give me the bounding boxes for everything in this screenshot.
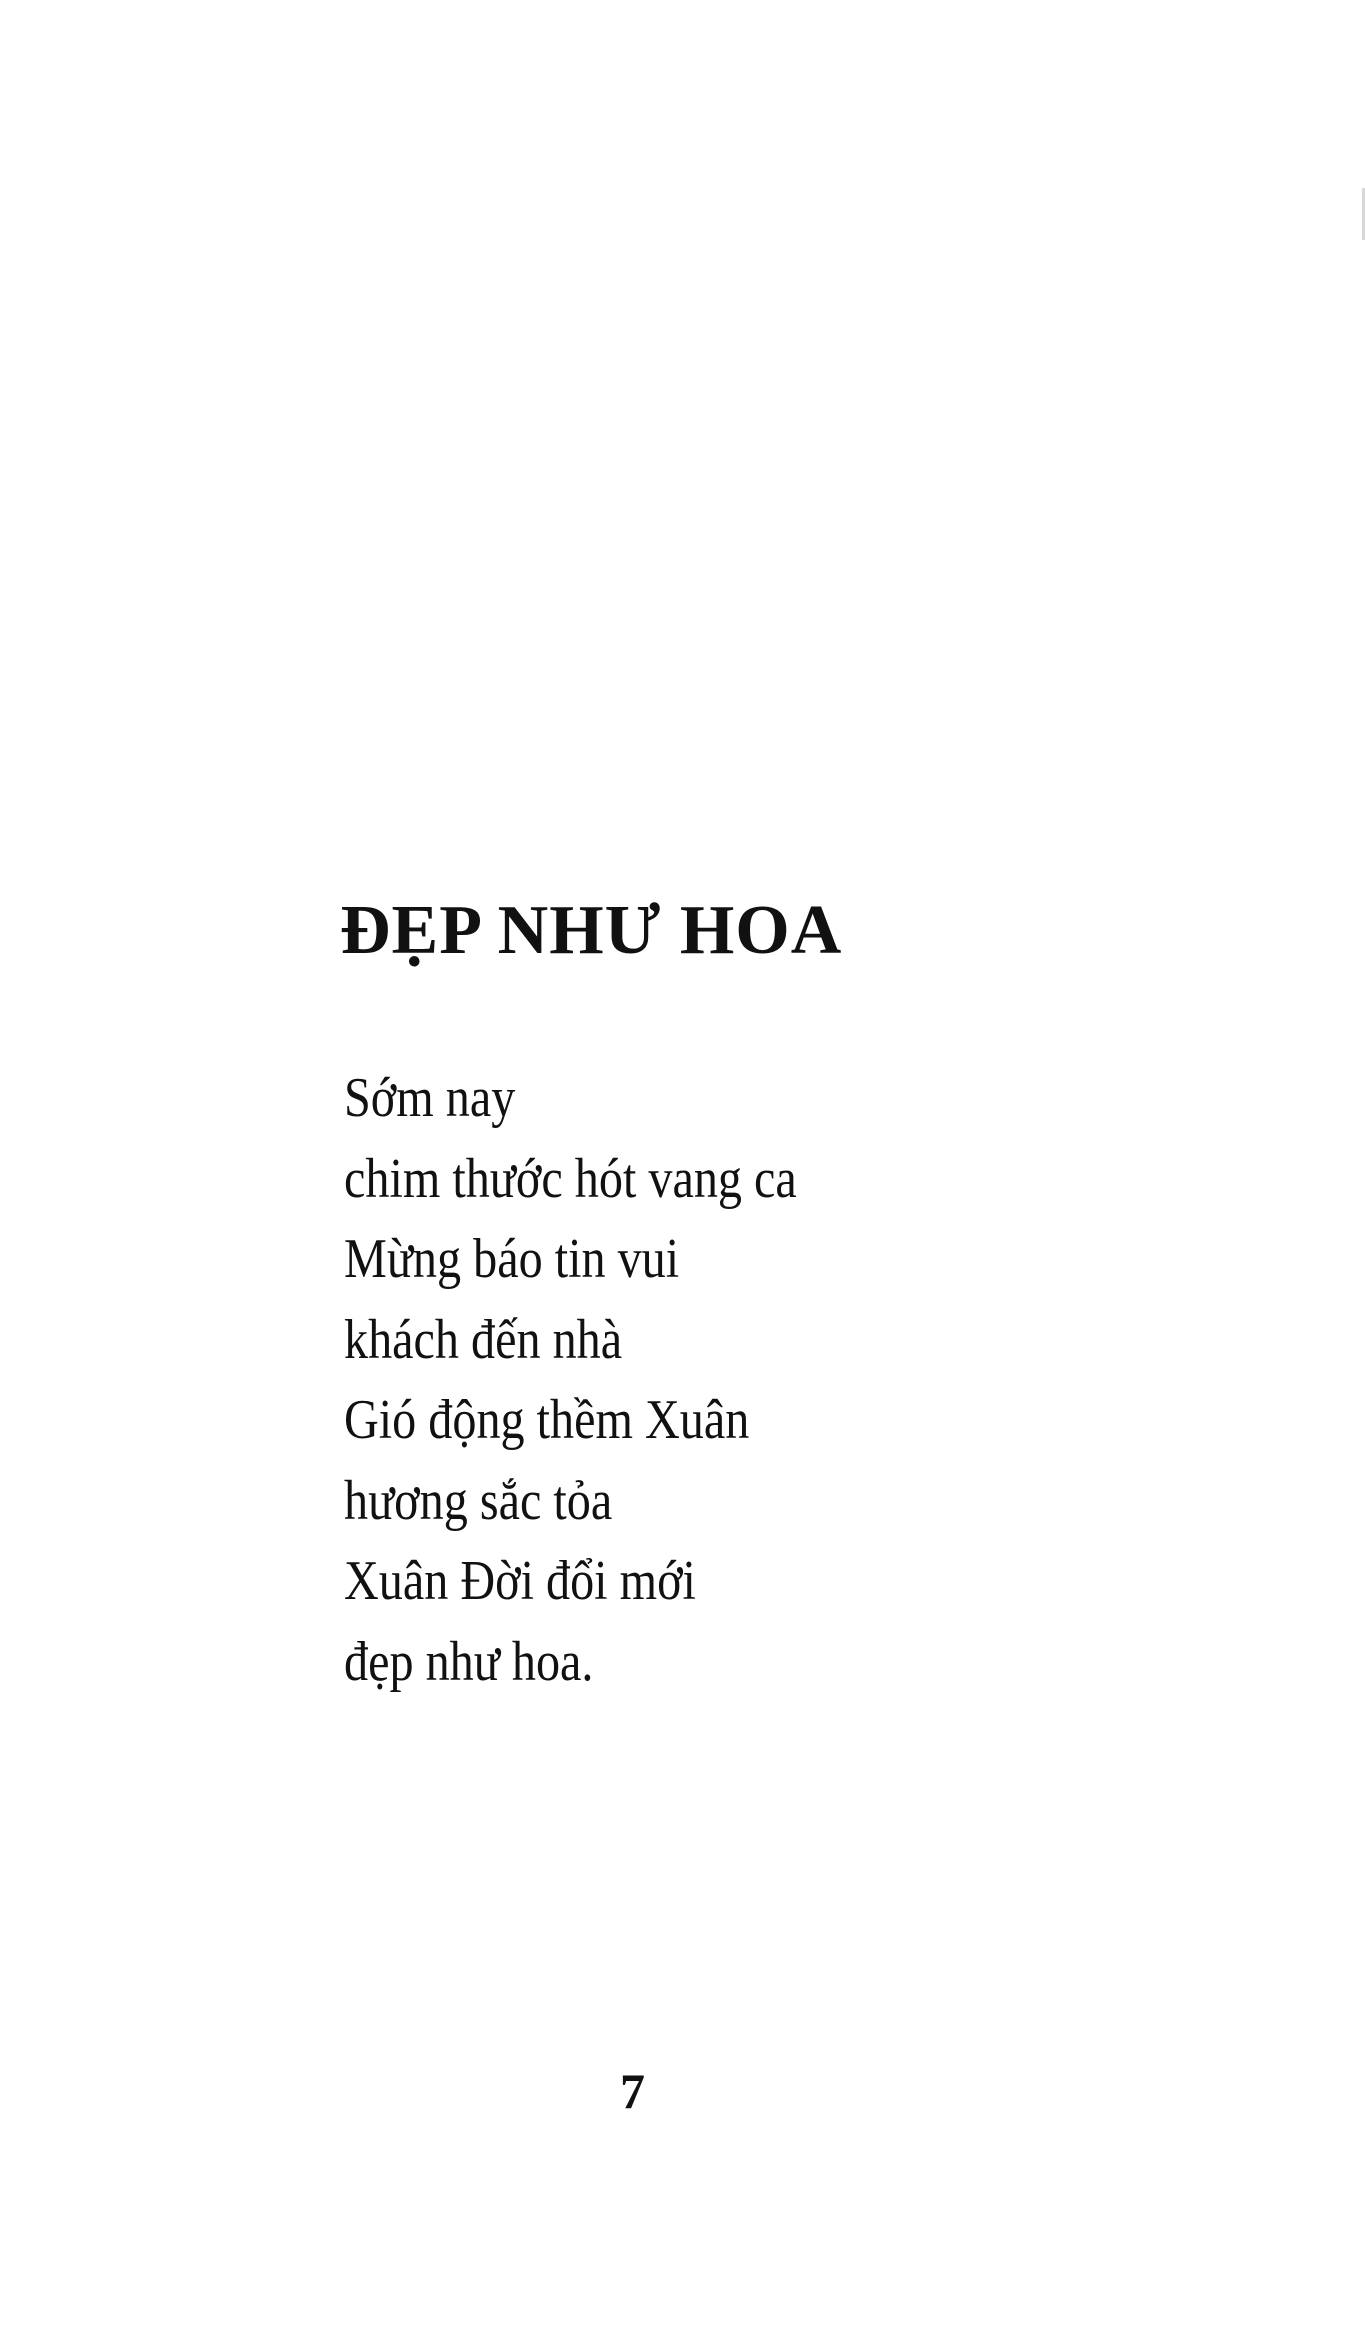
poem-line: hương sắc tỏa: [344, 1469, 613, 1532]
poem-body: [344, 1058, 870, 1702]
poem-title: ĐẸP NHƯ HOA: [340, 892, 843, 969]
poem-line: chim thước hót vang ca: [344, 1147, 797, 1210]
poem-line: Gió động thềm Xuân: [344, 1389, 750, 1451]
poem-line: khách đến nhà: [344, 1308, 623, 1371]
poem-line: Sớm nay: [344, 1067, 516, 1129]
poem-line: Xuân Đời đổi mới: [344, 1550, 696, 1612]
poem-line: Mừng báo tin vui: [344, 1228, 680, 1290]
page-number: 7: [620, 2063, 645, 2119]
poem-line: đẹp như hoa.: [344, 1630, 594, 1693]
